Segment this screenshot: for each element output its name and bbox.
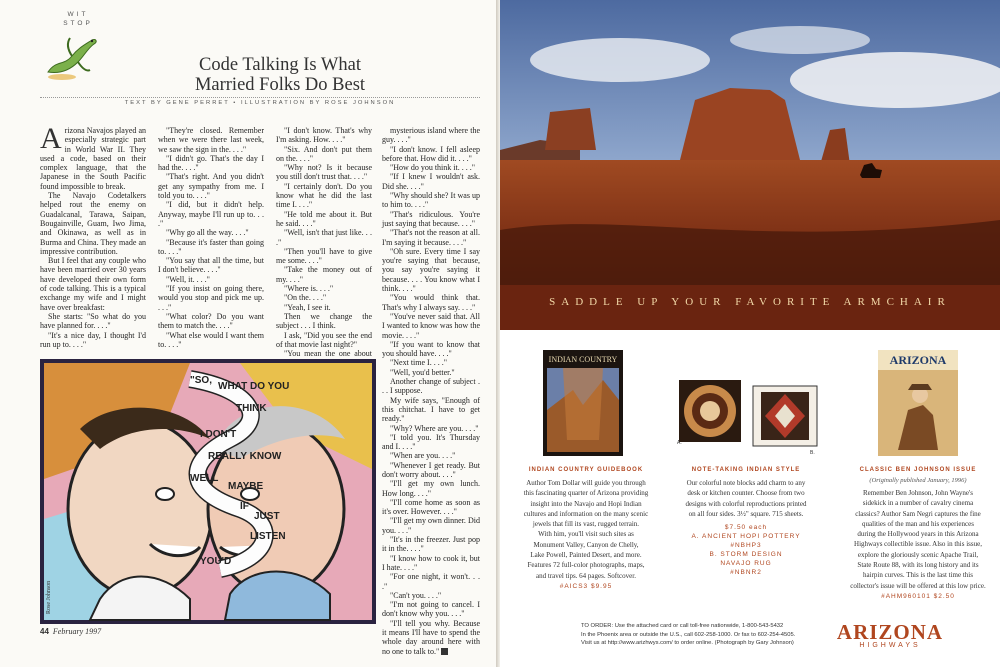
article-paragraph: "I certainly don't. Do you know what he did the last time I. . . .": [276, 181, 372, 210]
ribbon-word: YOU'D: [200, 556, 232, 567]
product-desc-line: insight into the Navajo and Hopi Indian: [530, 499, 642, 508]
article-paragraph: "What else would I want them to. . . .": [158, 330, 264, 349]
order-line: Visit us at http://www.arizhwys.com/ to order online. (Photograph by Gary Johnson): [581, 640, 794, 646]
product-code-magazine: [846, 592, 990, 601]
product-desc-line: sidekick in a number of cavalry cinema: [862, 499, 974, 508]
promo-banner: SADDLE UP YOUR FAVORITE ARMCHAIR: [549, 296, 951, 308]
article-paragraph: "I didn't go. That's the day I had the. . . .": [158, 153, 264, 173]
article-paragraph: "Yeah, I see it.: [284, 302, 331, 312]
article-paragraph: "Well, it. . . .": [166, 274, 210, 284]
order-line: TO ORDER: Use the attached card or call toll-free nationwide, 1-800-543-5432: [581, 623, 784, 629]
ribbon-word: REALLY KNOW: [208, 451, 282, 462]
product-desc-line: Features 72 full-color photographs, maps,: [527, 561, 645, 570]
article-paragraph: "Can't you. . . .": [390, 590, 442, 600]
article-paragraph: The Navajo Codetalkers helped rout the enemy on Guadalcanal, Tarawa, Saipan, Bougainville, Guam, Iwo Jima, and Okinawa, as well as in Burma and China. They made an impressive contribution.: [40, 191, 146, 256]
article-paragraph: "Well, isn't that just like. . . .": [276, 228, 372, 247]
article-paragraph: "I'll get my own lunch. How long. . . .": [382, 479, 480, 498]
ribbon-word: "SO,: [190, 375, 212, 386]
article-paragraph: "What color? Do you want them to match the. . . .": [158, 311, 264, 331]
note-block-navajo-rug: [751, 384, 819, 448]
article-paragraph: "That's not the reason at all. I'm saying it because. . . .": [382, 228, 480, 247]
product-desc-notes: [672, 478, 820, 519]
article-paragraph: "Next time I. . . .": [390, 358, 447, 368]
product-desc-line: during the Hollywood years in this Arizona: [857, 530, 979, 539]
product-subtitle-magazine: (Originally published January, 1996): [869, 477, 967, 484]
article-column-4: [382, 126, 480, 656]
article-paragraph: "Why should she? It was up to him to. . . .": [382, 191, 480, 210]
product-desc-line: State Route 88, with its long history and its: [857, 561, 979, 570]
product-desc-line: Highways collectible issue. Also in this issue,: [854, 540, 982, 549]
article-column-1: [40, 122, 146, 349]
ribbon-word: JUST: [254, 511, 280, 522]
article-paragraph: My wife says, "Enough of this chitchat. I have to get ready.": [382, 395, 480, 424]
lizard-icon: [42, 30, 100, 82]
folio: 44 February 1997: [40, 627, 102, 636]
illustrator-signature: Rose Johnson: [46, 580, 52, 614]
article-paragraph: "You would think that. That's why I always say. . . .": [382, 293, 480, 312]
product-desc-line: cultures and information on the many scenic: [523, 509, 649, 518]
article-paragraph: "Take the money out of my. . . .": [276, 265, 372, 284]
article-paragraph: "I did, but it didn't help. Anyway, maybe I'll run up to. . . .": [158, 200, 264, 228]
label-b: B.: [810, 450, 815, 456]
magazine-cover-title: ARIZONA: [889, 353, 947, 367]
article-paragraph: "Why not? Is it because you still don't trust that. . . .": [276, 163, 372, 182]
left-page: [0, 0, 496, 667]
product-code-line: $7.50 each: [724, 524, 768, 531]
product-desc-magazine: [846, 488, 990, 591]
article-paragraph: "For one night, it won't. . . .": [382, 572, 480, 591]
ribbon-word: IF: [240, 501, 249, 512]
product-code-line: A. ANCIENT HOPI POTTERY: [691, 533, 801, 540]
article-paragraph: "He told me about it. But he said. . . .": [276, 209, 372, 228]
product-desc-guidebook: [512, 478, 660, 581]
article-paragraph: "I don't know. That's why I'm asking. How. . . .": [276, 126, 372, 145]
product-desc-line: Author Tom Dollar will guide you through: [526, 479, 646, 487]
ribbon-word: LISTEN: [250, 531, 286, 542]
order-info: [581, 622, 821, 648]
product-desc-line: designs with colorful reproductions printed: [685, 499, 807, 508]
product-desc-line: With him, you'll visit such sites as: [538, 530, 634, 539]
ribbon-word: WHAT DO YOU: [218, 381, 290, 392]
article-paragraph: mysterious island where the guy. . . .": [382, 126, 480, 145]
monument-valley-photo: [500, 0, 1000, 330]
article-paragraph: But I feel that any couple who have been married over 30 years have developed their own form of code talking. This is a typical exchange my wife and I might have over breakfast:: [40, 256, 146, 312]
article-paragraph: Then we change the subject . . . I think.: [276, 311, 372, 331]
product-desc-line: qualities of the man and his experiences: [862, 519, 974, 528]
article-paragraph: "It's in the freezer. Just pop it in the. . . .": [382, 535, 480, 554]
article-paragraph: "Why? Where are you. . . .": [390, 423, 479, 433]
guidebook-cover-title: INDIAN COUNTRY: [548, 355, 618, 364]
order-line: In the Phoenix area or outside the U.S., call 602-258-1000. Or fax to 602-254-4505.: [581, 631, 796, 638]
article-paragraph: "Where is. . . .": [284, 284, 334, 294]
note-block-hopi-pottery: [677, 378, 743, 444]
article-paragraph: Another change of subject . . . I suppose.: [382, 377, 480, 396]
ribbon-word: WELL: [190, 473, 219, 484]
article-paragraph: "Well, you'd better.": [390, 367, 455, 377]
article-paragraph: "You've never said that. All I wanted to know was how the movie. . . .": [382, 311, 480, 340]
article-paragraph: "When are you. . . .": [390, 451, 456, 461]
article-paragraph: "I don't know. I fell asleep before that. How did it. . . .": [382, 144, 480, 163]
article-paragraph: I ask, "Did you see the end of that movie last night?": [276, 330, 372, 349]
article-paragraph: "I'll get my own dinner. Did you. . . .": [382, 516, 480, 535]
article-paragraph: "I'll tell you why. Because it means I'll have to spend the whole day around here with no one to talk to.": [382, 618, 480, 656]
article-paragraph: "Why go all the way. . . .": [166, 228, 249, 238]
end-mark-icon: [441, 648, 448, 655]
title-rule: [40, 97, 480, 98]
article-paragraph: "You say that all the time, but I don't believe. . . .": [158, 256, 264, 275]
product-desc-line: classics? Author Sam Negri captures the fine: [855, 509, 981, 518]
product-desc-line: desk or kitchen counter. Choose from two: [687, 489, 805, 498]
product-code-line: NAVAJO RUG: [720, 560, 772, 567]
guidebook-cover: [543, 350, 623, 456]
product-desc-line: Remember Ben Johnson, John Wayne's: [862, 489, 974, 497]
product-code-notes: [672, 523, 820, 577]
article-paragraph: "Oh sure. Every time I say you're saying that because, you say you're saying it because. . . . You know what I think. . . .": [382, 246, 480, 294]
article-paragraph: "I know how to cook it, but I hate. . . .": [382, 553, 480, 572]
article-paragraph: "I'm not going to cancel. I don't know why you. . . .": [382, 600, 480, 619]
article-paragraph: "They're closed. Remember when we were there last week, we saw the sign in the. . . .": [158, 126, 264, 154]
article-paragraph: "I'll come home as soon as it's over. However. . . .": [382, 497, 480, 517]
ribbon-word: I DON'T: [200, 429, 237, 440]
article-paragraph: "Because it's faster than going to. . . .": [158, 237, 264, 256]
article-paragraph: "It's a nice day, I thought I'd run up to. . . .": [40, 330, 146, 349]
product-title-magazine: CLASSIC BEN JOHNSON ISSUE: [859, 467, 977, 473]
article-paragraph: "If I knew I wouldn't ask. Did she. . . .": [382, 172, 480, 191]
article-paragraph: "Then you'll have to give me some. . . .": [276, 246, 372, 266]
magazine-cover: [878, 350, 958, 456]
article-paragraph: She starts: "So what do you have planned for. . . .": [40, 311, 146, 331]
product-desc-line: collector's issue will be offered at this low price.: [850, 581, 986, 590]
product-code-guidebook: [512, 582, 660, 591]
article-paragraph: "Whenever I get ready. But don't worry about. . . .": [382, 460, 480, 479]
article-paragraph: "If you insist on going there, would you stop and pick me up. . . .": [158, 284, 264, 312]
product-code-line: #AICS3 $9.95: [559, 583, 613, 590]
article-paragraph: "That's ridiculous. You're just saying that because. . . .": [382, 209, 480, 228]
drop-cap: A: [40, 122, 62, 155]
ribbon-word: MAYBE: [228, 481, 264, 492]
product-desc-line: and travel tips. 64 pages. Softcover.: [536, 571, 636, 580]
article-column-3: [276, 126, 372, 368]
product-desc-line: hairpin curves. This is the last time this: [863, 571, 973, 580]
product-desc-line: jewels that fill its vast, rugged terrain.: [532, 520, 640, 529]
product-desc-line: explore the gloriously scenic Apache Trail,: [857, 550, 979, 559]
label-a: A.: [677, 440, 682, 446]
byline: TEXT BY GENE PERRET • ILLUSTRATION BY ROSE JOHNSON: [124, 100, 396, 106]
product-title-guidebook: INDIAN COUNTRY GUIDEBOOK: [528, 467, 644, 473]
arizona-highways-logo: ARIZONA HIGHWAYS: [836, 620, 944, 649]
product-desc-line: Monument Valley, Canyon de Chelly,: [533, 540, 639, 549]
couple-illustration: [40, 359, 376, 624]
product-desc-line: Lake Powell, Painted Desert, and more.: [530, 551, 642, 560]
article-title: Code Talking Is What Married Folks Do Best: [194, 55, 366, 95]
article-paragraph: "How do you think it. . . .": [390, 163, 475, 173]
article-paragraph: Arizona Navajos played an especially strategic part in World War II. They used a code, based on their complex language, that the Japanese in the South Pacific found impossible to break.: [40, 122, 146, 191]
article-paragraph: "If you want to know that you should have. . . .": [382, 339, 480, 359]
product-title-notes: NOTE-TAKING INDIAN STYLE: [691, 467, 801, 473]
article-paragraph: "You mean the one about: [284, 349, 372, 359]
product-code-line: #AHM960101 $2.50: [881, 593, 955, 600]
product-code-line: B. STORM DESIGN: [709, 551, 783, 558]
article-paragraph: "On the. . . .": [284, 293, 327, 303]
product-desc-line: this fascinating quarter of Arizona providing: [523, 489, 649, 498]
product-desc-line: on all four sides. 3½" square. 715 sheets.: [688, 509, 804, 518]
section-label: WIT STOP: [63, 11, 93, 27]
ribbon-word: THINK: [236, 403, 267, 414]
product-desc-line: Our colorful note blocks add charm to any: [686, 479, 806, 487]
product-code-line: #NBHP3: [730, 542, 762, 549]
article-paragraph: "That's right. And you didn't get any sympathy from me. I told you to. . . .": [158, 172, 264, 201]
article-paragraph: "I told you. It's Thursday and I. . . .": [382, 432, 480, 452]
article-column-2: [158, 126, 264, 349]
product-code-line: #NBNR2: [730, 569, 762, 576]
article-paragraph: "Six. And don't put them on the. . . .": [276, 144, 372, 163]
